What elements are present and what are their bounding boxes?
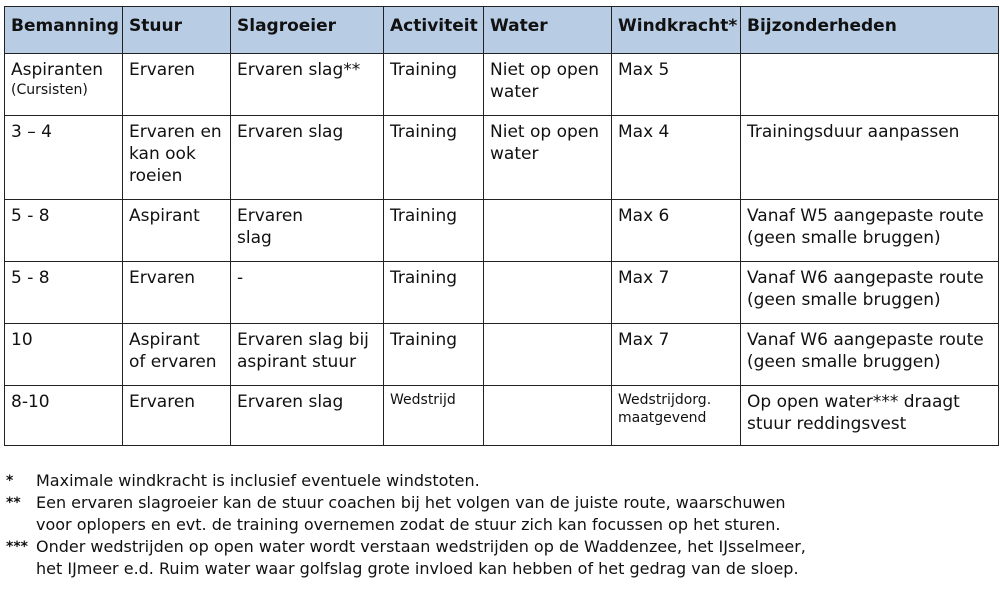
header-water: Water <box>484 7 612 54</box>
header-activiteit: Activiteit <box>384 7 484 54</box>
cell-line: Ervaren en <box>129 122 222 142</box>
cell-bemanning <box>5 386 123 446</box>
cell-line: Trainingsduur aanpassen <box>747 122 960 142</box>
cell-line: Training <box>390 206 458 226</box>
cell-stuur <box>123 324 231 386</box>
cell-line: Aspirant <box>129 330 200 350</box>
footnote-mark: * <box>6 473 14 489</box>
cell-stuur <box>123 262 231 324</box>
cell-line: Aspiranten <box>11 60 104 80</box>
cell-activiteit <box>384 386 484 446</box>
cell-line: Ervaren <box>237 206 304 226</box>
cell-water <box>484 116 612 200</box>
cell-bemanning <box>5 200 123 262</box>
footnote-2 <box>6 492 996 536</box>
cell-bijzonderheden <box>741 200 999 262</box>
header-bijzonderheden: Bijzonderheden <box>741 7 999 54</box>
table-row <box>5 262 999 324</box>
cell-bemanning <box>5 324 123 386</box>
cell-line: (Cursisten) <box>11 82 88 98</box>
cell-line: Max 7 <box>618 268 670 288</box>
cell-activiteit <box>384 54 484 116</box>
cell-bijzonderheden <box>741 386 999 446</box>
footnote-text <box>36 536 996 580</box>
cell-stuur <box>123 200 231 262</box>
cell-line: Vanaf W6 aangepaste route <box>747 330 984 350</box>
cell-line: Ervaren slag <box>237 122 344 142</box>
cell-line: Ervaren <box>129 60 196 80</box>
cell-line: Ervaren <box>129 392 196 412</box>
cell-slagroeier <box>231 386 384 446</box>
cell-line: Training <box>390 60 458 80</box>
footnote-mark: *** <box>6 539 28 555</box>
cell-bijzonderheden <box>741 324 999 386</box>
cell-line: water <box>490 82 539 102</box>
cell-bemanning <box>5 116 123 200</box>
cell-stuur <box>123 54 231 116</box>
cell-water <box>484 324 612 386</box>
cell-bijzonderheden <box>741 116 999 200</box>
cell-line: Training <box>390 330 458 350</box>
table-row <box>5 54 999 116</box>
header-stuur: Stuur <box>123 7 231 54</box>
cell-line: stuur reddingsvest <box>747 414 907 434</box>
cell-line: Op open water*** draagt <box>747 392 960 412</box>
cell-line: - <box>237 268 244 288</box>
footnote-mark: ** <box>6 495 21 511</box>
cell-line: Niet op open <box>490 60 599 80</box>
footnote-line: Onder wedstrijden op open water wordt verstaan wedstrijden op de Waddenzee, het IJsselmeer, <box>36 537 806 556</box>
cell-windkracht <box>612 200 741 262</box>
table-row <box>5 200 999 262</box>
cell-line: Wedstrijd <box>390 392 456 408</box>
cell-slagroeier <box>231 116 384 200</box>
cell-windkracht <box>612 386 741 446</box>
cell-line: (geen smalle bruggen) <box>747 228 941 248</box>
footnote-line: het IJmeer e.d. Ruim water waar golfslag grote invloed kan hebben of het gedrag van de sloep. <box>36 559 799 578</box>
cell-windkracht <box>612 262 741 324</box>
cell-line: Ervaren slag <box>237 392 344 412</box>
footnote-line: voor oplopers en evt. de training overnemen zodat de stuur zich kan focussen op het sturen. <box>36 515 781 534</box>
cell-line: 3 – 4 <box>11 122 52 142</box>
footnote-1 <box>6 470 996 492</box>
cell-line: kan ook <box>129 144 196 164</box>
cell-bijzonderheden <box>741 54 999 116</box>
cell-bijzonderheden <box>741 262 999 324</box>
cell-bemanning <box>5 54 123 116</box>
cell-water <box>484 200 612 262</box>
cell-line: Niet op open <box>490 122 599 142</box>
footnote-text <box>36 492 996 536</box>
cell-slagroeier <box>231 324 384 386</box>
cell-activiteit <box>384 116 484 200</box>
cell-line: aspirant stuur <box>237 352 357 372</box>
cell-line: Aspirant <box>129 206 200 226</box>
cell-line: water <box>490 144 539 164</box>
cell-line: roeien <box>129 166 183 186</box>
cell-activiteit <box>384 200 484 262</box>
cell-line: maatgevend <box>618 410 707 426</box>
cell-line: slag <box>237 228 272 248</box>
table-row <box>5 324 999 386</box>
cell-windkracht <box>612 116 741 200</box>
cell-windkracht <box>612 54 741 116</box>
cell-line: Wedstrijdorg. <box>618 392 712 408</box>
header-slagroeier: Slagroeier <box>231 7 384 54</box>
cell-activiteit <box>384 324 484 386</box>
table-header-row <box>5 7 999 54</box>
cell-line: 5 - 8 <box>11 206 50 226</box>
cell-line: Max 4 <box>618 122 670 142</box>
cell-line: Training <box>390 268 458 288</box>
cell-line: 10 <box>11 330 33 350</box>
cell-line: Max 6 <box>618 206 670 226</box>
cell-slagroeier <box>231 262 384 324</box>
cell-line: Ervaren <box>129 268 196 288</box>
cell-line: Max 5 <box>618 60 670 80</box>
cell-water <box>484 262 612 324</box>
cell-stuur <box>123 116 231 200</box>
header-windkracht: Windkracht* <box>612 7 741 54</box>
cell-line: Ervaren slag** <box>237 60 361 80</box>
cell-line: Max 7 <box>618 330 670 350</box>
cell-stuur <box>123 386 231 446</box>
header-bemanning: Bemanning <box>5 7 123 54</box>
cell-bemanning <box>5 262 123 324</box>
cell-slagroeier <box>231 200 384 262</box>
cell-windkracht <box>612 324 741 386</box>
cell-water <box>484 386 612 446</box>
cell-line: (geen smalle bruggen) <box>747 290 941 310</box>
footnote-line: Maximale windkracht is inclusief eventuele windstoten. <box>36 471 480 490</box>
cell-activiteit <box>384 262 484 324</box>
cell-line: Vanaf W5 aangepaste route <box>747 206 984 226</box>
cell-line: Ervaren slag bij <box>237 330 369 350</box>
footnote-text <box>36 470 996 492</box>
crew-rules-table <box>4 6 999 446</box>
cell-line: Training <box>390 122 458 142</box>
footnotes <box>6 470 996 580</box>
cell-line: Vanaf W6 aangepaste route <box>747 268 984 288</box>
cell-line: of ervaren <box>129 352 217 372</box>
footnote-3 <box>6 536 996 580</box>
cell-line: (geen smalle bruggen) <box>747 352 941 372</box>
table-row <box>5 116 999 200</box>
cell-line: 8-10 <box>11 392 50 412</box>
footnote-line: Een ervaren slagroeier kan de stuur coachen bij het volgen van de juiste route, waarschuwen <box>36 493 786 512</box>
table-row <box>5 386 999 446</box>
cell-water <box>484 54 612 116</box>
cell-slagroeier <box>231 54 384 116</box>
cell-line: 5 - 8 <box>11 268 50 288</box>
